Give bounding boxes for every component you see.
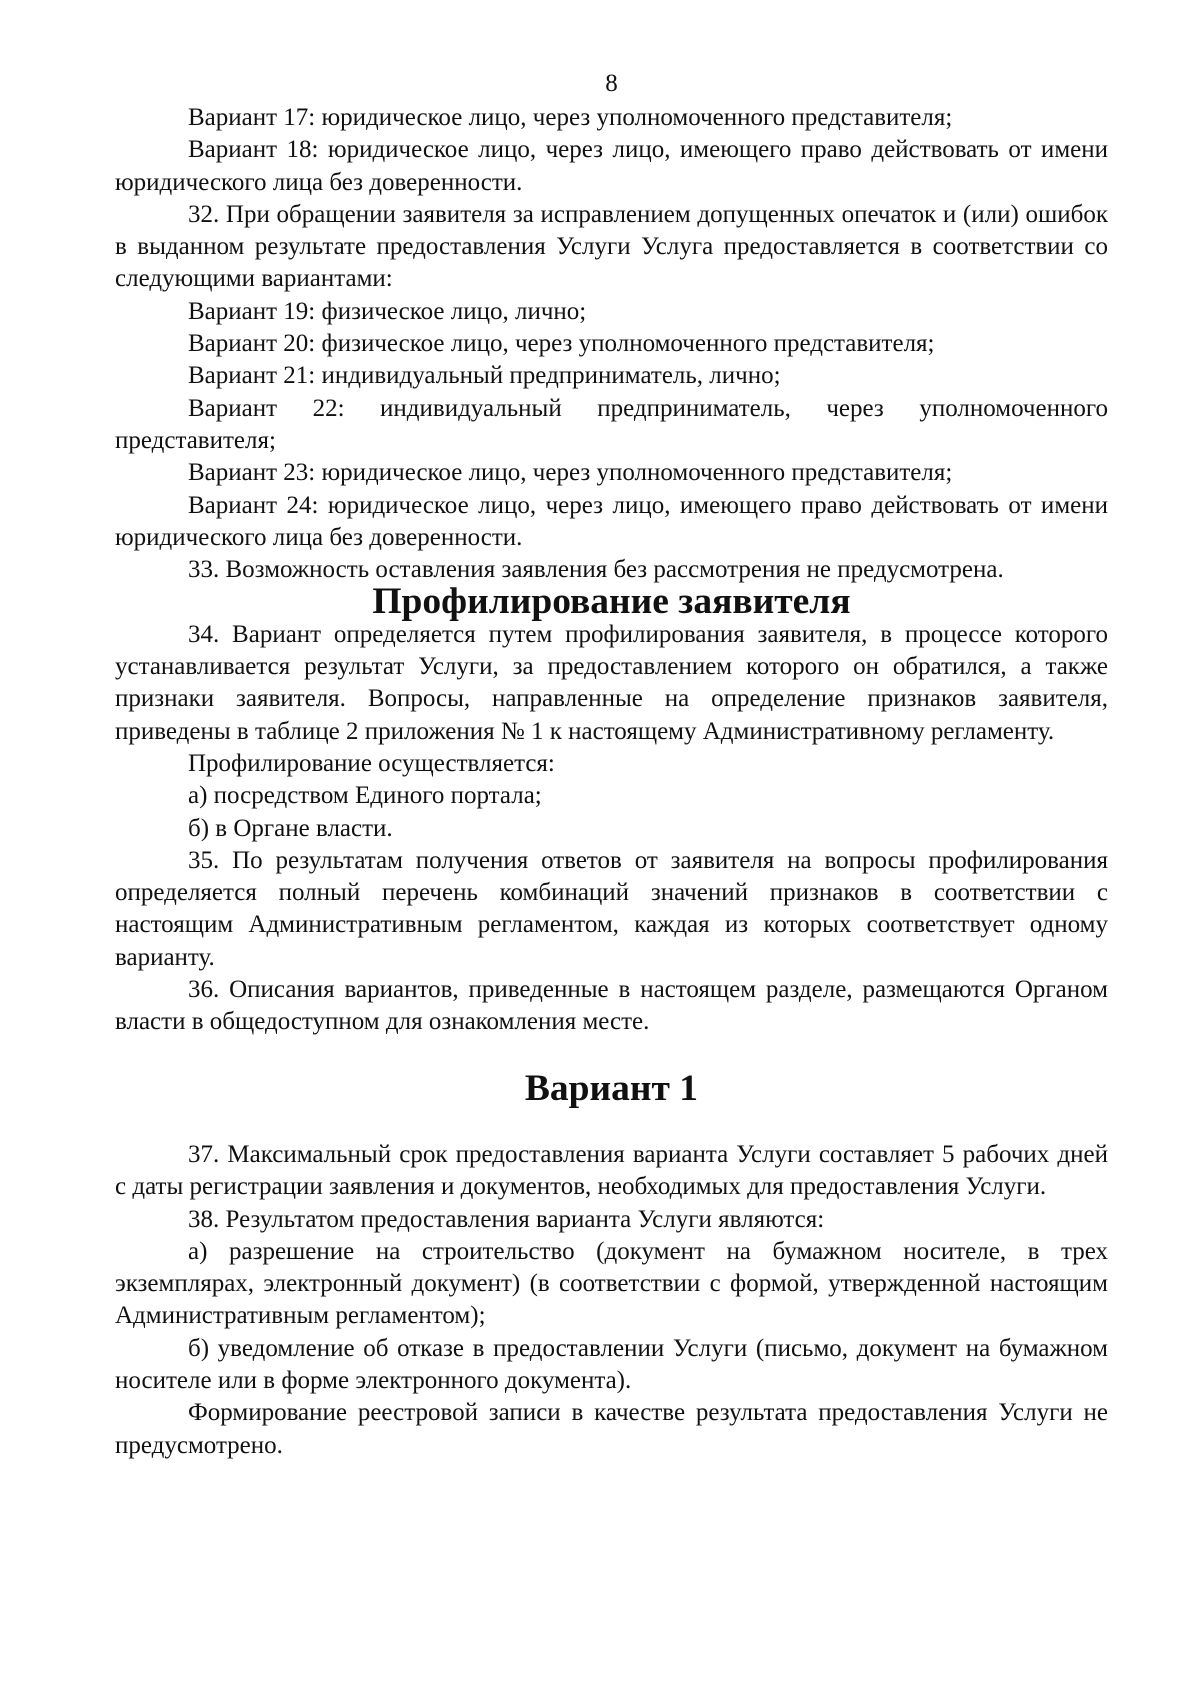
paragraph-variant-18: Вариант 18: юридическое лицо, через лицо, имеющего право действовать от имени юридического лица без доверенности. <box>115 136 1108 196</box>
paragraph-profiling-a: а) посредством Единого портала; <box>188 782 542 810</box>
paragraph-variant-20: Вариант 20: физическое лицо, через уполномоченного представителя; <box>188 330 935 358</box>
paragraph-variant-17: Вариант 17: юридическое лицо, через уполномоченного представителя; <box>188 104 953 131</box>
paragraph-38-b: б) уведомление об отказе в предоставлении Услуги (письмо, документ на бумажном носителе или в форме электронного документа). <box>115 1334 1108 1394</box>
paragraph-37: 37. Максимальный срок предоставления варианта Услуги составляет 5 рабочих дней с даты регистрации заявления и документов, необходимых для предоставления Услуги. <box>115 1140 1108 1201</box>
paragraph-38-a: а) разрешение на строительство (документ на бумажном носителе, в трех экземплярах, электронный документ) (в соответствии с формой, утвержденной настоящим Административным регламентом); <box>115 1237 1108 1330</box>
paragraph-34: 34. Вариант определяется путем профилирования заявителя, в процессе которого устанавливается результат Услуги, за предоставлением которого он обратился, а также признаки заявителя. Вопросы, направленные на определение признаков заявителя, приведены в таблице 2 приложения № 1 к настоящему Административному регламенту. <box>115 620 1108 745</box>
paragraph-registry-note: Формирование реестровой записи в качестве результата предоставления Услуги не предусмотрено. <box>115 1399 1108 1459</box>
paragraph-36: 36. Описания вариантов, приведенные в настоящем разделе, размещаются Органом власти в общедоступном для ознакомления месте. <box>115 976 1108 1036</box>
paragraph-profiling-b: б) в Органе власти. <box>188 814 393 842</box>
heading-variant-1: Вариант 1 <box>524 1067 699 1109</box>
paragraph-variant-19: Вариант 19: физическое лицо, лично; <box>188 297 587 325</box>
paragraph-variant-23: Вариант 23: юридическое лицо, через уполномоченного представителя; <box>188 459 953 487</box>
heading-profiling: Профилирование заявителя <box>372 581 851 623</box>
paragraph-38: 38. Результатом предоставления варианта Услуги являются: <box>188 1205 825 1233</box>
paragraph-35: 35. По результатам получения ответов от заявителя на вопросы профилирования определяется полный перечень комбинаций значений признаков в соответствии с настоящим Административным регламентом, каждая из которых соответствует одному варианту. <box>115 846 1108 971</box>
paragraph-variant-21: Вариант 21: индивидуальный предприниматель, лично; <box>188 362 781 390</box>
paragraph-variant-24: Вариант 24: юридическое лицо, через лицо, имеющего право действовать от имени юридического лица без доверенности. <box>115 491 1108 551</box>
paragraph-variant-22: Вариант 22: индивидуальный предприниматель, через уполномоченного представителя; <box>115 394 1108 454</box>
paragraph-33: 33. Возможность оставления заявления без рассмотрения не предусмотрена. <box>188 556 1004 584</box>
page-number: 8 <box>605 70 618 97</box>
paragraph-profiling-intro: Профилирование осуществляется: <box>188 749 555 777</box>
paragraph-32: 32. При обращении заявителя за исправлением допущенных опечаток и (или) ошибок в выданном результате предоставления Услуги Услуга предоставляется в соответствии со следующими вариантами: <box>115 200 1108 293</box>
